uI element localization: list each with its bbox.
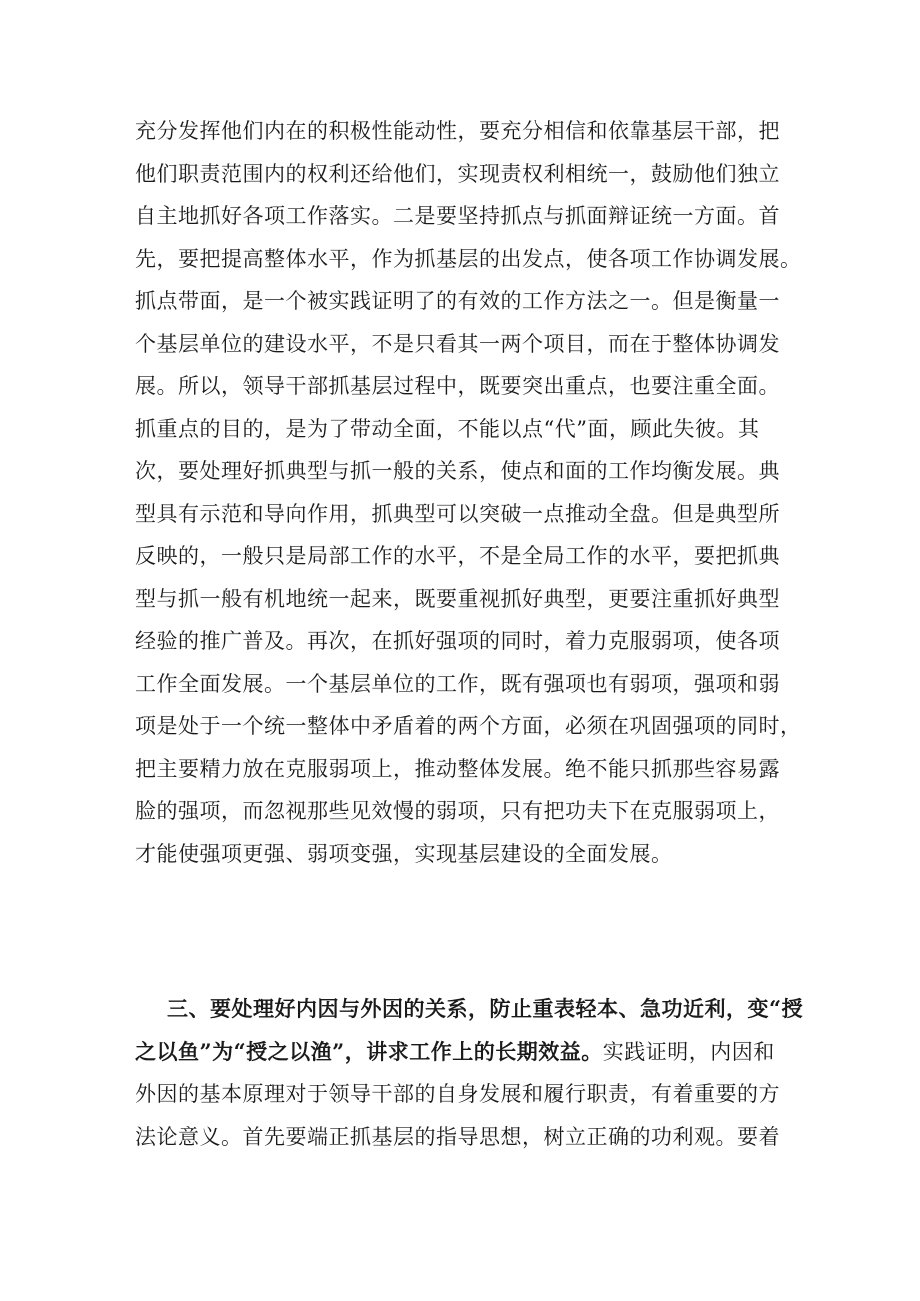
paragraph-1-line-13: 经验的推广普及。再次，在抓好强项的同时，着力克服弱项，使各项	[135, 629, 780, 653]
paragraph-1-line-11: 反映的，一般只是局部工作的水平，不是全局工作的水平，要把抓典	[135, 544, 780, 568]
section-heading-part-2: 之以鱼”为“授之以渔”，讲求工作上的长期效益。	[135, 1038, 603, 1064]
paragraph-2-line-2	[135, 1031, 825, 1074]
paragraph-1-line-15: 项是处于一个统一整体中矛盾着的两个方面，必须在巩固强项的同时，	[135, 714, 802, 738]
paragraph-1-line-7: 展。所以，领导干部抓基层过程中，既要突出重点，也要注重全面。	[135, 374, 780, 398]
paragraph-2-line-4: 法论意义。首先要端正抓基层的指导思想，树立正确的功利观。要着	[135, 1124, 780, 1149]
paragraph-1-line-1: 充分发挥他们内在的积极性能动性，要充分相信和依靠基层干部，把	[135, 119, 780, 143]
body-paragraph-2	[135, 988, 825, 1158]
paragraph-1-line-8: 抓重点的目的，是为了带动全面，不能以点“代”面，顾此失彼。其	[135, 416, 760, 441]
paragraph-1-line-2: 他们职责范围内的权利还给他们，实现责权利相统一，鼓励他们独立	[135, 161, 780, 186]
paragraph-1-line-5: 抓点带面，是一个被实践证明了的有效的工作方法之一。但是衡量一	[135, 289, 780, 313]
paragraph-1-line-12: 型与抓一般有机地统一起来，既要重视抓好典型，更要注重抓好典型	[135, 586, 780, 611]
paragraph-1-line-18: 才能使强项更强、弱项变强，实现基层建设的全面发展。	[135, 841, 673, 866]
paragraph-1-line-4: 先，要把提高整体水平，作为抓基层的出发点，使各项工作协调发展。	[135, 246, 802, 271]
paragraph-2-body-start: 实践证明，内因和	[602, 1039, 775, 1064]
paragraph-1-line-6: 个基层单位的建设水平，不是只看其一两个项目，而在于整体协调发	[135, 331, 780, 356]
paragraph-1-line-16: 把主要精力放在克服弱项上，推动整体发展。绝不能只抓那些容易露	[135, 756, 780, 781]
paragraph-1-line-9: 次，要处理好抓典型与抓一般的关系，使点和面的工作均衡发展。典	[135, 459, 780, 483]
paragraph-2-line-3: 外因的基本原理对于领导干部的自身发展和履行职责，有着重要的方	[135, 1082, 780, 1106]
paragraph-1-line-14: 工作全面发展。一个基层单位的工作，既有强项也有弱项，强项和弱	[135, 671, 780, 696]
paragraph-1-line-10: 型具有示范和导向作用，抓典型可以突破一点推动全盘。但是典型所	[135, 501, 780, 526]
body-paragraph-1	[135, 110, 825, 875]
paragraph-2-line-1	[135, 988, 825, 1031]
paragraph-1-line-3: 自主地抓好各项工作落实。二是要坚持抓点与抓面辩证统一方面。首	[135, 204, 780, 228]
paragraph-1-line-17: 脸的强项，而忽视那些见效慢的弱项，只有把功夫下在克服弱项上，	[135, 799, 780, 823]
section-heading-part-1: 三、要处理好内因与外因的关系，防止重表轻本、急功近利，变“授	[167, 996, 804, 1021]
